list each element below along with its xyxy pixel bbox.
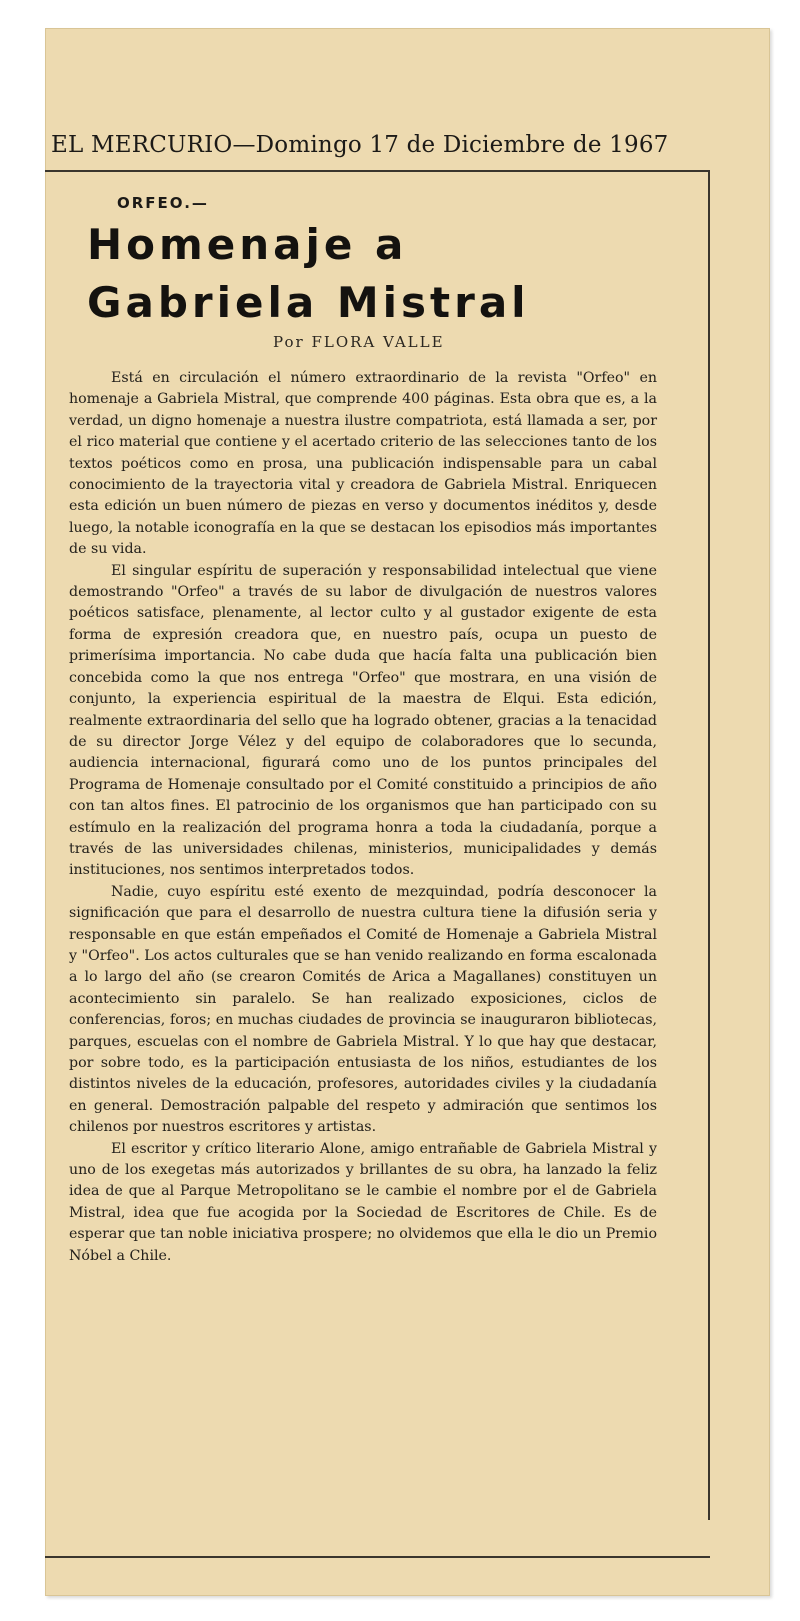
bottom-rule bbox=[45, 1556, 710, 1558]
article-paragraph: El escritor y crítico literario Alone, amigo entrañable de Gabriela Mistral y uno de los exegetas más autorizados y brillantes de su obra, ha lanzado la feliz idea de que al Parque Metropolitano se le cambie el nombre por el de Gabriela Mistral, idea que fue acogida por la Sociedad de Escritores de Chile. Es de esperar que tan noble iniciativa prospere; no olvidemos que ella le dio un Premio Nóbel a Chile. bbox=[69, 1140, 657, 1264]
article-paragraph: Nadie, cuyo espíritu esté exento de mezquindad, podría desconocer la significación que para el desarrollo de nuestra cultura tiene la difusión seria y responsable en que están empeñados el Comité de Homenaje a Gabriela Mistral y "Orfeo". Los actos culturales que se han venido realizando en forma escalonada a lo largo del año (se crearon Comités de Arica a Magallanes) constituyen un acontecimiento sin paralelo. Se han realizado exposiciones, ciclos de conferencias, foros; en muchas ciudades de provincia se inauguraron bibliotecas, parques, escuelas con el nombre de Gabriela Mistral. Y lo que hay que destacar, por sobre todo, es la participación entusiasta de los niños, estudiantes de los distintos niveles de la educación, profesores, autoridades civiles y la ciudadanía en general. Demostración palpable del respeto y admiración que sentimos los chilenos por nuestros escritores y artistas. bbox=[69, 883, 657, 1136]
article-body bbox=[69, 368, 657, 1267]
article-paragraph: Está en circulación el número extraordinario de la revista "Orfeo" en homenaje a Gabriela Mistral, que comprende 400 páginas. Esta obra que es, a la verdad, un digno homenaje a nuestra ilustre compatriota, está llamada a ser, por el rico material que contiene y el acertado criterio de las selecciones tanto de los textos poéticos como en prosa, una publicación indispensable para un cabal conocimiento de la trayectoria vital y creadora de Gabriela Mistral. Enriquecen esta edición un buen número de piezas en verso y documentos inéditos y, desde luego, la notable iconografía en la que se destacan los episodios más importantes de su vida. bbox=[69, 370, 657, 558]
headline-line-1: Homenaje a bbox=[87, 220, 408, 269]
masthead-rule bbox=[45, 170, 710, 172]
article-paragraph: El singular espíritu de superación y responsabilidad intelectual que viene demostrando "Orfeo" a través de su labor de divulgación de nuestros valores poéticos satisface, plenamente, al lector culto y al gustador exigente de esta forma de expresión creadora que, en nuestro país, ocupa un puesto de primerísima importancia. No cabe duda que hacía falta una publicación bien concebida como la que nos entrega "Orfeo" que mostrara, en una visión de conjunto, la experiencia espiritual de la maestra de Elqui. Esta edición, realmente extraordinaria del sello que ha logrado obtener, gracias a la tenacidad de su director Jorge Vélez y del equipo de colaboradores que lo secunda, audiencia internacional, figurará como uno de los puntos principales del Programa de Homenaje consultado por el Comité constituido a principios de año con tan altos fines. El patrocinio de los organismos que han participado con su estímulo en la realización del programa honra a toda la ciudadanía, porque a través de las universidades chilenas, ministerios, municipalidades y demás instituciones, nos sentimos interpretados todos. bbox=[69, 562, 657, 879]
article-byline: Por FLORA VALLE bbox=[273, 333, 445, 351]
headline-line-2: Gabriela Mistral bbox=[87, 278, 530, 327]
section-label: ORFEO.— bbox=[117, 194, 209, 212]
newspaper-masthead: EL MERCURIO—Domingo 17 de Diciembre de 1967 bbox=[51, 132, 669, 158]
column-rule bbox=[708, 170, 710, 1520]
article-headline bbox=[87, 216, 687, 332]
newspaper-clipping bbox=[45, 28, 770, 1596]
